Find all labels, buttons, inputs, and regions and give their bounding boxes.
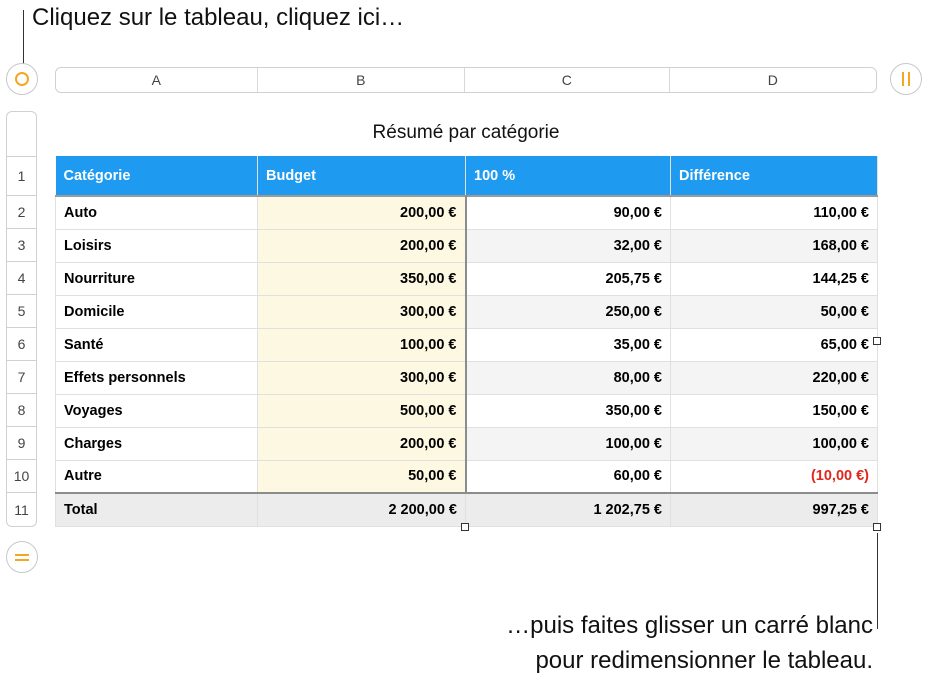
category-cell[interactable]: Auto (56, 196, 258, 229)
difference-cell[interactable]: 110,00 € (671, 196, 878, 229)
resize-bottom-square-icon[interactable] (461, 523, 469, 531)
category-cell[interactable]: Loisirs (56, 229, 258, 262)
column-header-b[interactable]: B (258, 68, 466, 92)
difference-cell[interactable]: 168,00 € (671, 229, 878, 262)
total-actual-cell[interactable]: 1 202,75 € (466, 493, 671, 526)
category-cell[interactable]: Autre (56, 460, 258, 493)
row-header-bar (6, 111, 37, 527)
budget-cell[interactable]: 500,00 € (258, 394, 466, 427)
column-header-bar (55, 67, 877, 93)
category-cell[interactable]: Voyages (56, 394, 258, 427)
circle-handle-icon (15, 72, 29, 86)
actual-cell[interactable]: 32,00 € (466, 229, 671, 262)
callout-pointer-top (23, 10, 24, 64)
category-cell[interactable]: Effets personnels (56, 361, 258, 394)
table-select-handle-icon[interactable] (6, 63, 38, 95)
total-difference-cell[interactable]: 997,25 € (671, 493, 878, 526)
actual-cell[interactable]: 90,00 € (466, 196, 671, 229)
add-row-handle-icon[interactable] (6, 541, 38, 573)
table-row (56, 196, 878, 229)
row-header-8[interactable]: 8 (6, 394, 37, 427)
difference-cell-negative[interactable]: (10,00 €) (671, 460, 878, 493)
column-header-c[interactable]: C (465, 68, 670, 92)
callout-pointer-bottom (877, 533, 878, 629)
row-header-11[interactable]: 11 (6, 493, 37, 527)
header-cell-category[interactable]: Catégorie (56, 156, 258, 196)
add-column-handle-icon[interactable] (890, 63, 922, 95)
actual-cell[interactable]: 80,00 € (466, 361, 671, 394)
table-row (56, 460, 878, 493)
callout-bottom (506, 608, 873, 678)
category-cell[interactable]: Nourriture (56, 262, 258, 295)
column-handle-bar-left (902, 72, 904, 86)
callout-bottom-line2: pour redimensionner le tableau. (535, 647, 873, 674)
row-header-6[interactable]: 6 (6, 328, 37, 361)
table-row (56, 328, 878, 361)
column-header-a[interactable]: A (56, 68, 258, 92)
total-budget-cell[interactable]: 2 200,00 € (258, 493, 466, 526)
difference-cell[interactable]: 144,25 € (671, 262, 878, 295)
row-header-2[interactable]: 2 (6, 196, 37, 229)
budget-cell[interactable]: 50,00 € (258, 460, 466, 493)
actual-cell[interactable]: 205,75 € (466, 262, 671, 295)
budget-cell[interactable]: 200,00 € (258, 196, 466, 229)
row-handle-bar-top (15, 554, 29, 556)
category-cell[interactable]: Domicile (56, 295, 258, 328)
difference-cell[interactable]: 50,00 € (671, 295, 878, 328)
category-cell[interactable]: Charges (56, 427, 258, 460)
resize-corner-square-icon[interactable] (873, 523, 881, 531)
table-row (56, 262, 878, 295)
difference-cell[interactable]: 220,00 € (671, 361, 878, 394)
budget-cell[interactable]: 100,00 € (258, 328, 466, 361)
budget-cell[interactable]: 200,00 € (258, 229, 466, 262)
header-cell-actual[interactable]: 100 % (466, 156, 671, 196)
actual-cell[interactable]: 60,00 € (466, 460, 671, 493)
difference-cell[interactable]: 65,00 € (671, 328, 878, 361)
budget-cell[interactable]: 300,00 € (258, 295, 466, 328)
summary-table (55, 156, 878, 527)
actual-cell[interactable]: 250,00 € (466, 295, 671, 328)
actual-cell[interactable]: 35,00 € (466, 328, 671, 361)
header-row (56, 156, 878, 196)
table-row (56, 427, 878, 460)
callout-top: Cliquez sur le tableau, cliquez ici… (32, 4, 405, 31)
row-header-7[interactable]: 7 (6, 361, 37, 394)
table-title[interactable]: Résumé par catégorie (372, 122, 560, 143)
budget-cell[interactable]: 300,00 € (258, 361, 466, 394)
difference-cell[interactable]: 150,00 € (671, 394, 878, 427)
row-header-4[interactable]: 4 (6, 262, 37, 295)
header-cell-budget[interactable]: Budget (258, 156, 466, 196)
total-label-cell[interactable]: Total (56, 493, 258, 526)
category-cell[interactable]: Santé (56, 328, 258, 361)
row-header-10[interactable]: 10 (6, 460, 37, 493)
row-header-3[interactable]: 3 (6, 229, 37, 262)
row-header-top-blank (6, 111, 37, 156)
table-row (56, 361, 878, 394)
row-header-5[interactable]: 5 (6, 295, 37, 328)
total-row (56, 493, 878, 526)
budget-cell[interactable]: 350,00 € (258, 262, 466, 295)
table-row (56, 295, 878, 328)
callout-bottom-line1: …puis faites glisser un carré blanc (506, 612, 873, 639)
difference-cell[interactable]: 100,00 € (671, 427, 878, 460)
table-row (56, 394, 878, 427)
actual-cell[interactable]: 100,00 € (466, 427, 671, 460)
row-header-1[interactable]: 1 (6, 156, 37, 196)
budget-cell[interactable]: 200,00 € (258, 427, 466, 460)
header-cell-difference[interactable]: Différence (671, 156, 878, 196)
resize-right-square-icon[interactable] (873, 337, 881, 345)
table-row (56, 229, 878, 262)
row-handle-bar-bottom (15, 559, 29, 561)
column-header-d[interactable]: D (767, 72, 778, 88)
row-header-9[interactable]: 9 (6, 427, 37, 460)
actual-cell[interactable]: 350,00 € (466, 394, 671, 427)
column-handle-bar-right (908, 72, 910, 86)
